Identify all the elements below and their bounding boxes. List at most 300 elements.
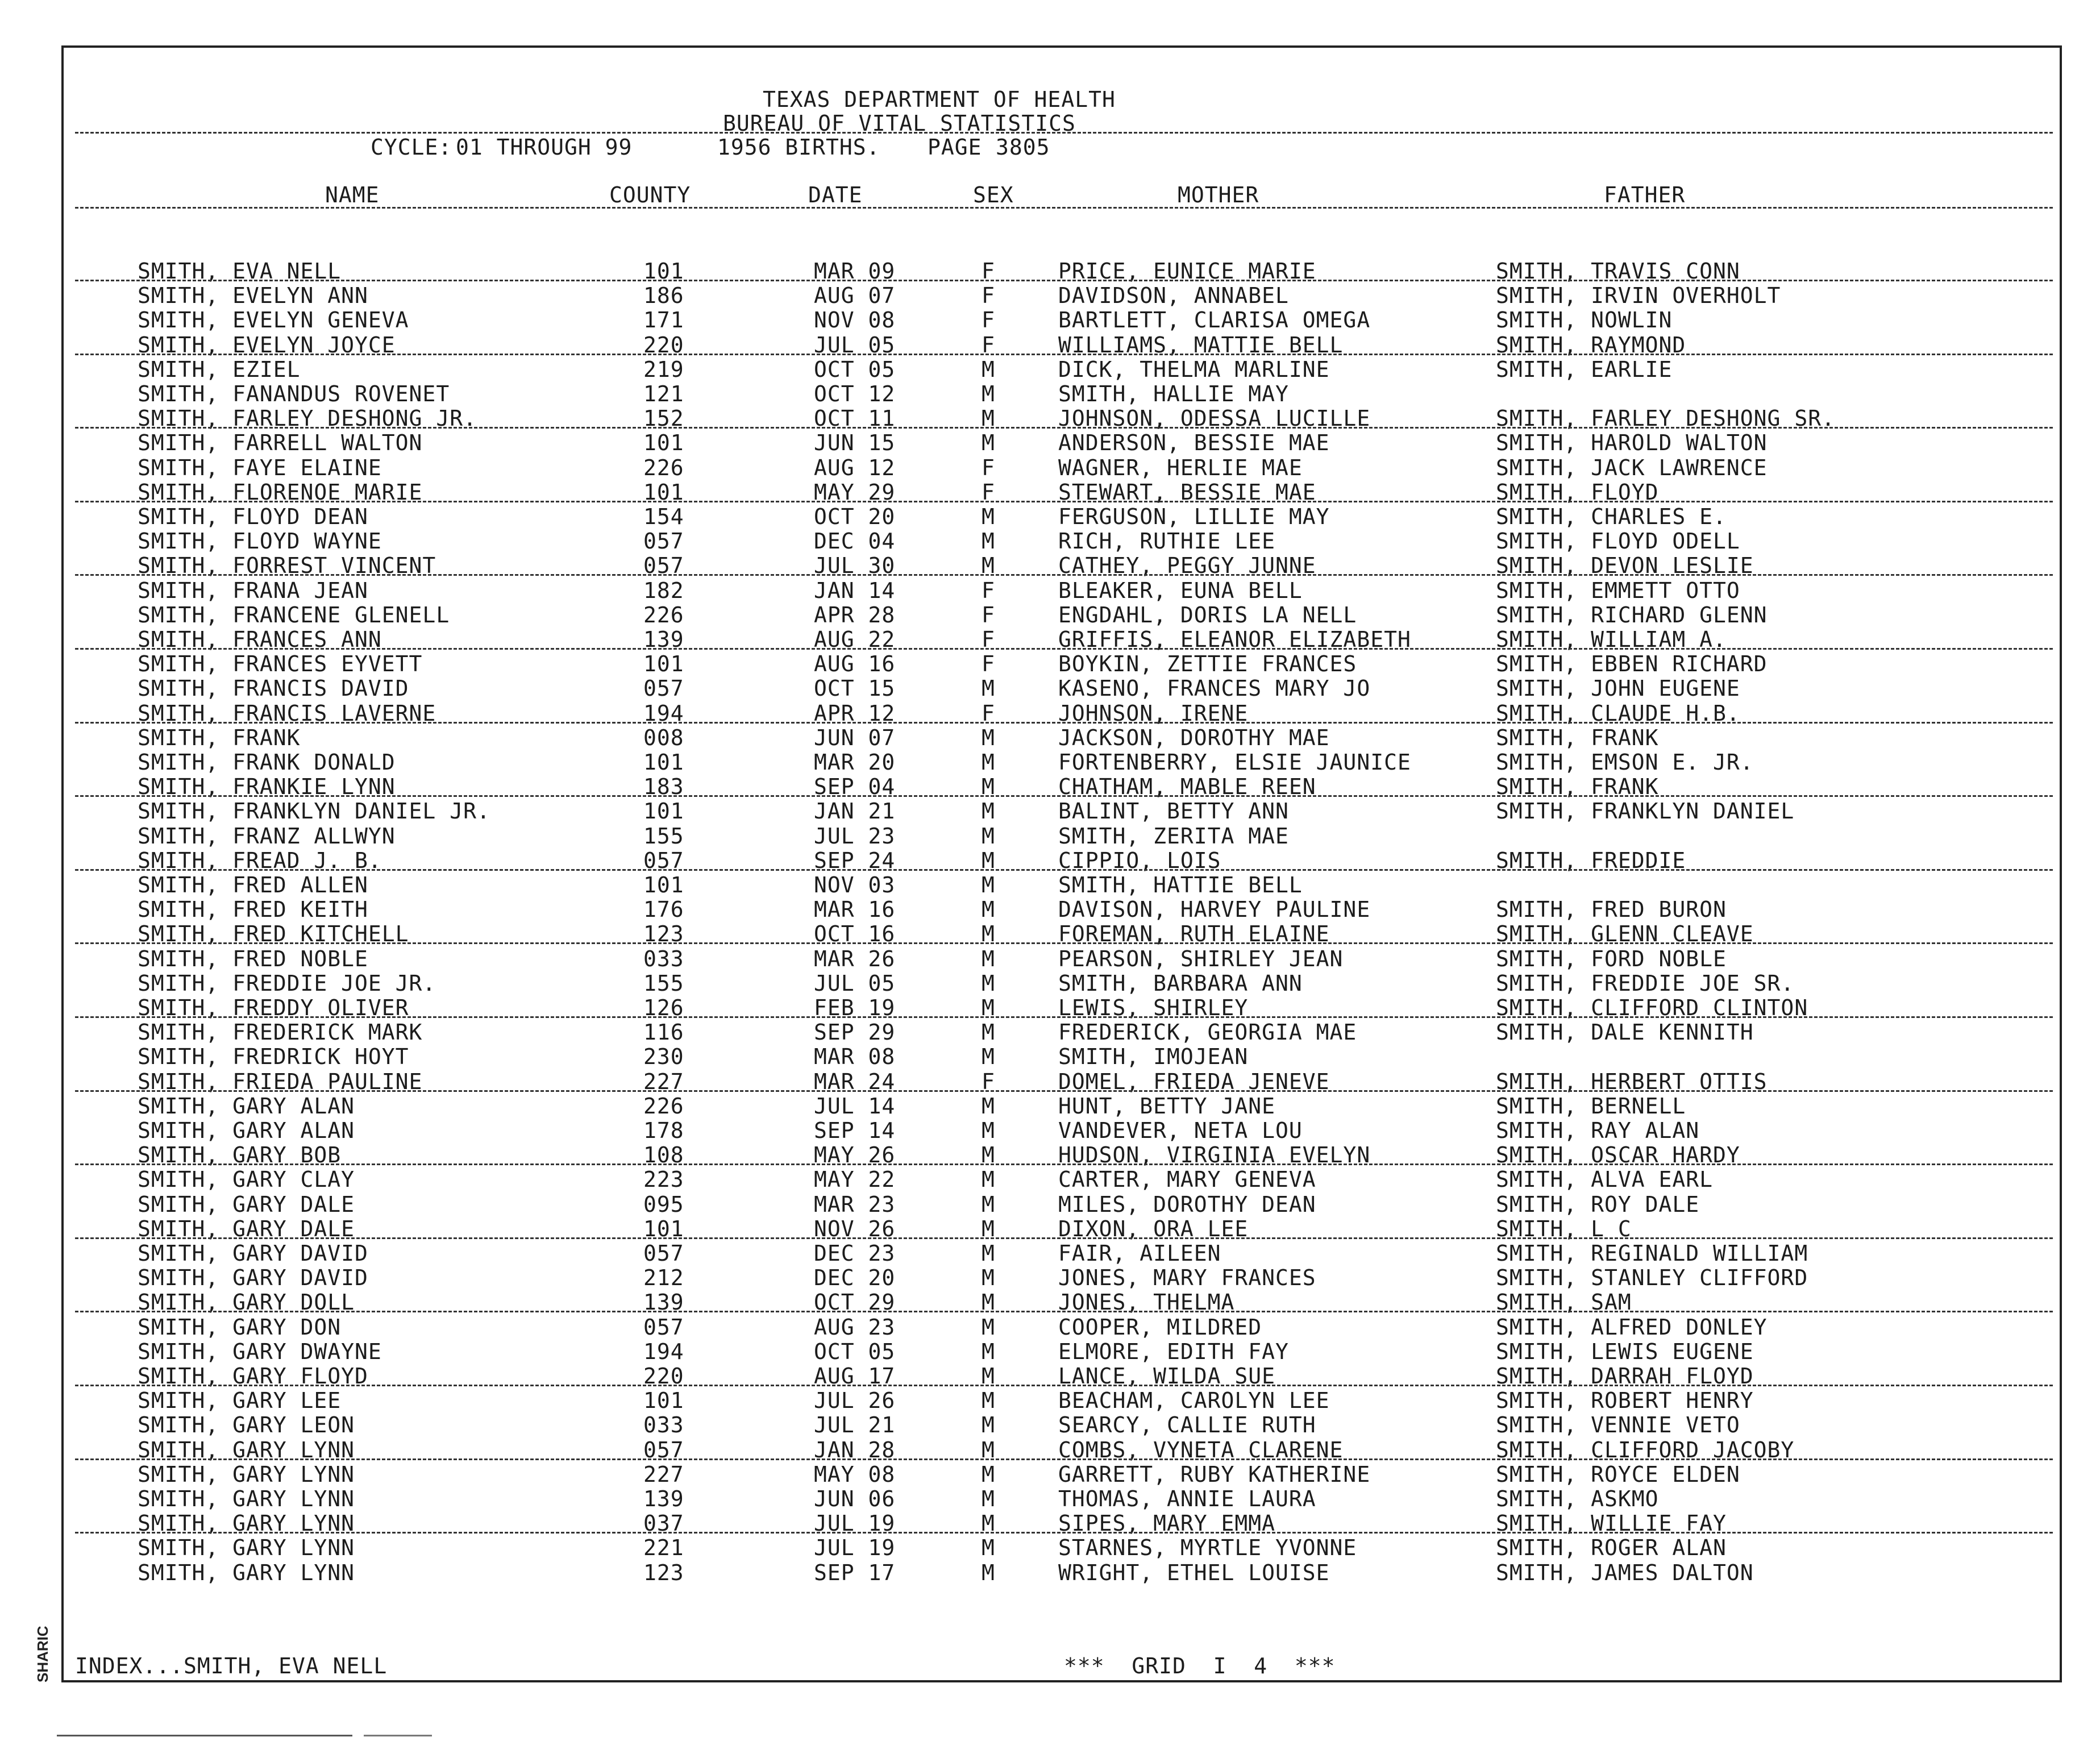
record-name: SMITH, FRANK — [138, 725, 301, 750]
record-name: SMITH, GARY LYNN — [138, 1511, 355, 1536]
row-group-rule — [75, 1163, 2053, 1165]
record-sex: M — [982, 725, 995, 750]
record-sex: M — [982, 1412, 995, 1437]
row-group-rule — [75, 1311, 2053, 1312]
record-sex: F — [982, 578, 995, 603]
record-mother: SMITH, HATTIE BELL — [1058, 872, 1303, 897]
record-name: SMITH, FLOYD WAYNE — [138, 529, 382, 554]
header-cycle: 01 THROUGH 99 — [456, 135, 633, 160]
record-mother: STEWART, BESSIE MAE — [1058, 480, 1316, 505]
record-name: SMITH, FRANCES ANN — [138, 627, 382, 652]
record-sex: M — [982, 1290, 995, 1315]
record-name: SMITH, FRED NOBLE — [138, 946, 368, 971]
record-date: MAR 23 — [814, 1192, 896, 1217]
record-mother: HUNT, BETTY JANE — [1058, 1094, 1276, 1119]
record-sex: M — [982, 872, 995, 897]
record-mother: CIPPIO, LOIS — [1058, 848, 1221, 873]
record-father: SMITH, REGINALD WILLIAM — [1496, 1241, 1808, 1266]
record-name: SMITH, GARY DALE — [138, 1192, 355, 1217]
record-sex: M — [982, 848, 995, 873]
record-name: SMITH, EVA NELL — [138, 259, 342, 284]
record-mother: WILLIAMS, MATTIE BELL — [1058, 333, 1344, 358]
record-date: JUL 30 — [814, 553, 896, 578]
record-sex: M — [982, 1241, 995, 1266]
record-county: 057 — [643, 1437, 684, 1462]
record-sex: F — [982, 1069, 995, 1094]
record-sex: M — [982, 1265, 995, 1290]
record-father: SMITH, L C — [1496, 1216, 1632, 1241]
record-father: SMITH, EARLIE — [1496, 357, 1673, 382]
record-mother: RICH, RUTHIE LEE — [1058, 529, 1276, 554]
record-county: 178 — [643, 1118, 684, 1143]
column-header-date: DATE — [808, 182, 863, 207]
record-sex: M — [982, 1535, 995, 1560]
record-name: SMITH, GARY LYNN — [138, 1486, 355, 1511]
record-county: 186 — [643, 283, 684, 308]
record-county: 230 — [643, 1044, 684, 1069]
record-father: SMITH, ASKMO — [1496, 1486, 1659, 1511]
record-county: 101 — [643, 1216, 684, 1241]
record-father: SMITH, FRED BURON — [1496, 897, 1727, 922]
record-date: JAN 28 — [814, 1437, 896, 1462]
record-name: SMITH, FANANDUS ROVENET — [138, 381, 450, 406]
column-header-sex: SEX — [973, 182, 1014, 207]
record-mother: ENGDAHL, DORIS LA NELL — [1058, 602, 1357, 628]
record-county: 155 — [643, 971, 684, 996]
record-sex: M — [982, 1364, 995, 1389]
record-county: 226 — [643, 455, 684, 480]
record-mother: DAVIDSON, ANNABEL — [1058, 283, 1289, 308]
header-year-births: 1956 BIRTHS. — [717, 135, 880, 160]
record-mother: BALINT, BETTY ANN — [1058, 799, 1289, 824]
record-name: SMITH, GARY DWAYNE — [138, 1339, 382, 1364]
record-date: OCT 11 — [814, 406, 896, 431]
record-county: 171 — [643, 307, 684, 333]
record-county: 183 — [643, 774, 684, 799]
record-date: SEP 24 — [814, 848, 896, 873]
record-mother: BOYKIN, ZETTIE FRANCES — [1058, 651, 1357, 676]
record-sex: M — [982, 1216, 995, 1241]
record-sex: F — [982, 602, 995, 628]
record-date: AUG 16 — [814, 651, 896, 676]
record-mother: LANCE, WILDA SUE — [1058, 1364, 1276, 1389]
record-name: SMITH, FLOYD DEAN — [138, 504, 368, 529]
record-father: SMITH, EMMETT OTTO — [1496, 578, 1740, 603]
record-mother: COMBS, VYNETA CLARENE — [1058, 1437, 1344, 1462]
record-date: OCT 05 — [814, 357, 896, 382]
record-name: SMITH, GARY LEE — [138, 1388, 342, 1413]
record-father: SMITH, DALE KENNITH — [1496, 1020, 1754, 1045]
row-group-rule — [75, 648, 2053, 650]
record-name: SMITH, GARY ALAN — [138, 1094, 355, 1119]
record-date: SEP 17 — [814, 1560, 896, 1585]
record-county: 101 — [643, 430, 684, 455]
record-father: SMITH, FRANK — [1496, 774, 1659, 799]
record-name: SMITH, GARY DAVID — [138, 1241, 368, 1266]
record-father: SMITH, FREDDIE JOE SR. — [1496, 971, 1795, 996]
record-county: 154 — [643, 504, 684, 529]
record-name: SMITH, GARY DON — [138, 1315, 342, 1340]
record-sex: M — [982, 1192, 995, 1217]
record-mother: JACKSON, DOROTHY MAE — [1058, 725, 1330, 750]
record-name: SMITH, FRANA JEAN — [138, 578, 368, 603]
record-date: JUL 23 — [814, 824, 896, 849]
record-mother: CATHEY, PEGGY JUNNE — [1058, 553, 1316, 578]
header-page-label: PAGE — [928, 135, 982, 160]
row-group-rule — [75, 869, 2053, 871]
footer-grid: *** GRID I 4 *** — [1064, 1653, 1336, 1678]
record-father: SMITH, LEWIS EUGENE — [1496, 1339, 1754, 1364]
record-mother: FERGUSON, LILLIE MAY — [1058, 504, 1330, 529]
record-sex: F — [982, 259, 995, 284]
header-department: TEXAS DEPARTMENT OF HEALTH — [763, 87, 1116, 112]
record-mother: FREDERICK, GEORGIA MAE — [1058, 1020, 1357, 1045]
record-mother: HUDSON, VIRGINIA EVELYN — [1058, 1142, 1371, 1167]
record-mother: DIXON, ORA LEE — [1058, 1216, 1249, 1241]
record-county: 176 — [643, 897, 684, 922]
record-county: 123 — [643, 921, 684, 946]
record-father: SMITH, FREDDIE — [1496, 848, 1686, 873]
header-bureau: BUREAU OF VITAL STATISTICS — [723, 111, 1076, 136]
record-mother: JOHNSON, ODESSA LUCILLE — [1058, 406, 1371, 431]
record-name: SMITH, FARLEY DESHONG JR. — [138, 406, 477, 431]
record-mother: COOPER, MILDRED — [1058, 1315, 1262, 1340]
record-mother: STARNES, MYRTLE YVONNE — [1058, 1535, 1357, 1560]
record-date: AUG 07 — [814, 283, 896, 308]
column-header-name: NAME — [325, 182, 380, 207]
record-county: 101 — [643, 750, 684, 775]
record-date: JUL 19 — [814, 1511, 896, 1536]
record-name: SMITH, FLORENOE MARIE — [138, 480, 423, 505]
record-sex: M — [982, 799, 995, 824]
record-father: SMITH, EBBEN RICHARD — [1496, 651, 1768, 676]
record-date: APR 12 — [814, 701, 896, 726]
record-date: MAY 08 — [814, 1462, 896, 1487]
record-mother: CHATHAM, MABLE REEN — [1058, 774, 1316, 799]
record-county: 037 — [643, 1511, 684, 1536]
record-sex: M — [982, 1094, 995, 1119]
record-father: SMITH, WILLIE FAY — [1496, 1511, 1727, 1536]
record-sex: M — [982, 529, 995, 554]
record-date: JUL 05 — [814, 333, 896, 358]
record-sex: F — [982, 701, 995, 726]
record-mother: FAIR, AILEEN — [1058, 1241, 1221, 1266]
record-father: SMITH, ROGER ALAN — [1496, 1535, 1727, 1560]
row-group-rule — [75, 1532, 2053, 1534]
record-county: 194 — [643, 701, 684, 726]
record-county: 221 — [643, 1535, 684, 1560]
record-date: OCT 16 — [814, 921, 896, 946]
record-mother: MILES, DOROTHY DEAN — [1058, 1192, 1316, 1217]
row-group-rule — [75, 942, 2053, 944]
record-name: SMITH, EVELYN JOYCE — [138, 333, 396, 358]
record-father: SMITH, SAM — [1496, 1290, 1632, 1315]
record-father: SMITH, FRANK — [1496, 725, 1659, 750]
row-group-rule — [75, 1016, 2053, 1018]
record-county: 101 — [643, 1388, 684, 1413]
record-county: 057 — [643, 1241, 684, 1266]
record-sex: M — [982, 1462, 995, 1487]
record-date: SEP 04 — [814, 774, 896, 799]
record-sex: M — [982, 553, 995, 578]
record-sex: M — [982, 1560, 995, 1585]
record-date: JUL 19 — [814, 1535, 896, 1560]
row-group-rule — [75, 795, 2053, 797]
record-county: 126 — [643, 995, 684, 1020]
record-mother: SMITH, HALLIE MAY — [1058, 381, 1289, 406]
record-county: 008 — [643, 725, 684, 750]
record-mother: KASENO, FRANCES MARY JO — [1058, 676, 1371, 701]
record-date: JUL 26 — [814, 1388, 896, 1413]
record-father: SMITH, JAMES DALTON — [1496, 1560, 1754, 1585]
record-name: SMITH, GARY DAVID — [138, 1265, 368, 1290]
side-stamp-label: SHARIC — [34, 1626, 51, 1682]
record-date: DEC 20 — [814, 1265, 896, 1290]
record-father: SMITH, STANLEY CLIFFORD — [1496, 1265, 1808, 1290]
row-group-rule — [75, 722, 2053, 724]
record-name: SMITH, GARY LYNN — [138, 1560, 355, 1585]
record-mother: SMITH, BARBARA ANN — [1058, 971, 1303, 996]
record-county: 139 — [643, 1486, 684, 1511]
record-county: 182 — [643, 578, 684, 603]
record-name: SMITH, FRANCIS LAVERNE — [138, 701, 436, 726]
record-sex: M — [982, 504, 995, 529]
record-date: APR 28 — [814, 602, 896, 628]
record-father: SMITH, WILLIAM A. — [1496, 627, 1727, 652]
row-group-rule — [75, 574, 2053, 576]
record-mother: WRIGHT, ETHEL LOUISE — [1058, 1560, 1330, 1585]
record-sex: M — [982, 1511, 995, 1536]
header-cycle-label: CYCLE: — [371, 135, 452, 160]
record-date: MAY 26 — [814, 1142, 896, 1167]
record-date: NOV 03 — [814, 872, 896, 897]
record-father: SMITH, JACK LAWRENCE — [1496, 455, 1768, 480]
record-date: JUN 07 — [814, 725, 896, 750]
record-father: SMITH, ALVA EARL — [1496, 1167, 1714, 1192]
record-name: SMITH, GARY FLOYD — [138, 1364, 368, 1389]
record-father: SMITH, GLENN CLEAVE — [1496, 921, 1754, 946]
record-sex: F — [982, 307, 995, 333]
record-mother: ANDERSON, BESSIE MAE — [1058, 430, 1330, 455]
record-mother: JONES, MARY FRANCES — [1058, 1265, 1316, 1290]
record-name: SMITH, FREDDY OLIVER — [138, 995, 409, 1020]
record-sex: F — [982, 627, 995, 652]
record-county: 057 — [643, 676, 684, 701]
record-county: 057 — [643, 529, 684, 554]
record-name: SMITH, FRANCIS DAVID — [138, 676, 409, 701]
record-father: SMITH, ROBERT HENRY — [1496, 1388, 1754, 1413]
record-name: SMITH, GARY LEON — [138, 1412, 355, 1437]
record-name: SMITH, GARY DALE — [138, 1216, 355, 1241]
record-father: SMITH, FLOYD — [1496, 480, 1659, 505]
record-sex: M — [982, 1020, 995, 1045]
record-county: 033 — [643, 946, 684, 971]
record-county: 139 — [643, 627, 684, 652]
record-sex: M — [982, 1118, 995, 1143]
row-group-rule — [75, 501, 2053, 502]
record-mother: DICK, THELMA MARLINE — [1058, 357, 1330, 382]
record-father: SMITH, CLIFFORD JACOBY — [1496, 1437, 1795, 1462]
record-sex: M — [982, 750, 995, 775]
record-sex: M — [982, 406, 995, 431]
record-name: SMITH, FRANKIE LYNN — [138, 774, 396, 799]
record-date: JAN 21 — [814, 799, 896, 824]
record-sex: F — [982, 455, 995, 480]
column-header-county: COUNTY — [609, 182, 691, 207]
record-sex: M — [982, 971, 995, 996]
record-county: 108 — [643, 1142, 684, 1167]
record-father: SMITH, EMSON E. JR. — [1496, 750, 1754, 775]
record-father: SMITH, FARLEY DESHONG SR. — [1496, 406, 1835, 431]
record-date: JUL 05 — [814, 971, 896, 996]
record-sex: M — [982, 1167, 995, 1192]
record-father: SMITH, RICHARD GLENN — [1496, 602, 1768, 628]
record-date: OCT 20 — [814, 504, 896, 529]
record-father: SMITH, NOWLIN — [1496, 307, 1673, 333]
record-date: MAR 16 — [814, 897, 896, 922]
record-mother: SMITH, ZERITA MAE — [1058, 824, 1289, 849]
record-sex: M — [982, 1142, 995, 1167]
record-father: SMITH, CLAUDE H.B. — [1496, 701, 1740, 726]
record-county: 227 — [643, 1069, 684, 1094]
record-date: SEP 29 — [814, 1020, 896, 1045]
record-sex: M — [982, 1315, 995, 1340]
header-page-number: 3805 — [996, 135, 1050, 160]
record-name: SMITH, FRED KITCHELL — [138, 921, 409, 946]
record-mother: SIPES, MARY EMMA — [1058, 1511, 1276, 1536]
record-mother: WAGNER, HERLIE MAE — [1058, 455, 1303, 480]
record-sex: F — [982, 333, 995, 358]
record-name: SMITH, GARY DOLL — [138, 1290, 355, 1315]
record-sex: M — [982, 1486, 995, 1511]
record-sex: M — [982, 676, 995, 701]
record-sex: M — [982, 995, 995, 1020]
record-name: SMITH, FAYE ELAINE — [138, 455, 382, 480]
record-father: SMITH, IRVIN OVERHOLT — [1496, 283, 1781, 308]
row-group-rule — [75, 354, 2053, 355]
column-header-father: FATHER — [1604, 182, 1686, 207]
record-mother: BARTLETT, CLARISA OMEGA — [1058, 307, 1371, 333]
record-mother: BEACHAM, CAROLYN LEE — [1058, 1388, 1330, 1413]
record-county: 212 — [643, 1265, 684, 1290]
record-date: SEP 14 — [814, 1118, 896, 1143]
record-date: JUN 06 — [814, 1486, 896, 1511]
record-county: 101 — [643, 799, 684, 824]
record-father: SMITH, HAROLD WALTON — [1496, 430, 1768, 455]
record-name: SMITH, EVELYN ANN — [138, 283, 368, 308]
record-county: 226 — [643, 602, 684, 628]
record-name: SMITH, EZIEL — [138, 357, 301, 382]
record-mother: SEARCY, CALLIE RUTH — [1058, 1412, 1316, 1437]
record-name: SMITH, FRANZ ALLWYN — [138, 824, 396, 849]
record-date: MAR 09 — [814, 259, 896, 284]
record-county: 227 — [643, 1462, 684, 1487]
record-father: SMITH, BERNELL — [1496, 1094, 1686, 1119]
rule-columns — [75, 207, 2053, 209]
record-county: 101 — [643, 872, 684, 897]
record-father: SMITH, DEVON LESLIE — [1496, 553, 1754, 578]
record-mother: PRICE, EUNICE MARIE — [1058, 259, 1316, 284]
record-date: MAY 29 — [814, 480, 896, 505]
record-sex: F — [982, 480, 995, 505]
record-sex: M — [982, 381, 995, 406]
record-date: JUL 21 — [814, 1412, 896, 1437]
record-county: 139 — [643, 1290, 684, 1315]
bottom-edge-rule — [57, 1735, 352, 1736]
record-mother: JOHNSON, IRENE — [1058, 701, 1249, 726]
rule-header — [75, 132, 2053, 134]
record-county: 057 — [643, 848, 684, 873]
bottom-edge-mark — [364, 1735, 432, 1736]
record-name: SMITH, FRED KEITH — [138, 897, 368, 922]
record-father: SMITH, JOHN EUGENE — [1496, 676, 1740, 701]
record-father: SMITH, FORD NOBLE — [1496, 946, 1727, 971]
record-father: SMITH, CHARLES E. — [1496, 504, 1727, 529]
record-father: SMITH, FRANKLYN DANIEL — [1496, 799, 1795, 824]
record-name: SMITH, FRANCENE GLENELL — [138, 602, 450, 628]
record-date: JUN 15 — [814, 430, 896, 455]
record-mother: JONES, THELMA — [1058, 1290, 1235, 1315]
record-name: SMITH, FORREST VINCENT — [138, 553, 436, 578]
record-sex: M — [982, 897, 995, 922]
record-mother: DOMEL, FRIEDA JENEVE — [1058, 1069, 1330, 1094]
record-mother: FORTENBERRY, ELSIE JAUNICE — [1058, 750, 1411, 775]
record-county: 057 — [643, 1315, 684, 1340]
record-mother: PEARSON, SHIRLEY JEAN — [1058, 946, 1344, 971]
record-sex: M — [982, 824, 995, 849]
record-name: SMITH, FREDRICK HOYT — [138, 1044, 409, 1069]
record-county: 116 — [643, 1020, 684, 1045]
record-date: MAR 26 — [814, 946, 896, 971]
record-sex: M — [982, 774, 995, 799]
record-mother: ELMORE, EDITH FAY — [1058, 1339, 1289, 1364]
footer-index: INDEX...SMITH, EVA NELL — [75, 1653, 388, 1678]
record-name: SMITH, FARRELL WALTON — [138, 430, 423, 455]
record-father: SMITH, TRAVIS CONN — [1496, 259, 1740, 284]
record-sex: F — [982, 283, 995, 308]
record-date: AUG 22 — [814, 627, 896, 652]
record-date: JAN 14 — [814, 578, 896, 603]
record-date: OCT 29 — [814, 1290, 896, 1315]
row-group-rule — [75, 427, 2053, 429]
record-sex: M — [982, 1437, 995, 1462]
record-father: SMITH, ROY DALE — [1496, 1192, 1700, 1217]
record-date: MAR 08 — [814, 1044, 896, 1069]
record-name: SMITH, GARY LYNN — [138, 1535, 355, 1560]
record-father: SMITH, HERBERT OTTIS — [1496, 1069, 1768, 1094]
record-date: FEB 19 — [814, 995, 896, 1020]
record-mother: DAVISON, HARVEY PAULINE — [1058, 897, 1371, 922]
record-county: 194 — [643, 1339, 684, 1364]
record-county: 101 — [643, 480, 684, 505]
record-sex: F — [982, 651, 995, 676]
record-sex: M — [982, 430, 995, 455]
record-date: MAR 20 — [814, 750, 896, 775]
record-name: SMITH, FRANKLYN DANIEL JR. — [138, 799, 490, 824]
record-name: SMITH, FRIEDA PAULINE — [138, 1069, 423, 1094]
record-mother: LEWIS, SHIRLEY — [1058, 995, 1249, 1020]
record-name: SMITH, FRED ALLEN — [138, 872, 368, 897]
document-frame — [61, 45, 2062, 1682]
record-date: AUG 23 — [814, 1315, 896, 1340]
record-mother: BLEAKER, EUNA BELL — [1058, 578, 1303, 603]
row-group-rule — [75, 280, 2053, 281]
column-header-mother: MOTHER — [1178, 182, 1259, 207]
record-county: 121 — [643, 381, 684, 406]
record-father: SMITH, DARRAH FLOYD — [1496, 1364, 1754, 1389]
record-sex: M — [982, 946, 995, 971]
record-date: NOV 26 — [814, 1216, 896, 1241]
